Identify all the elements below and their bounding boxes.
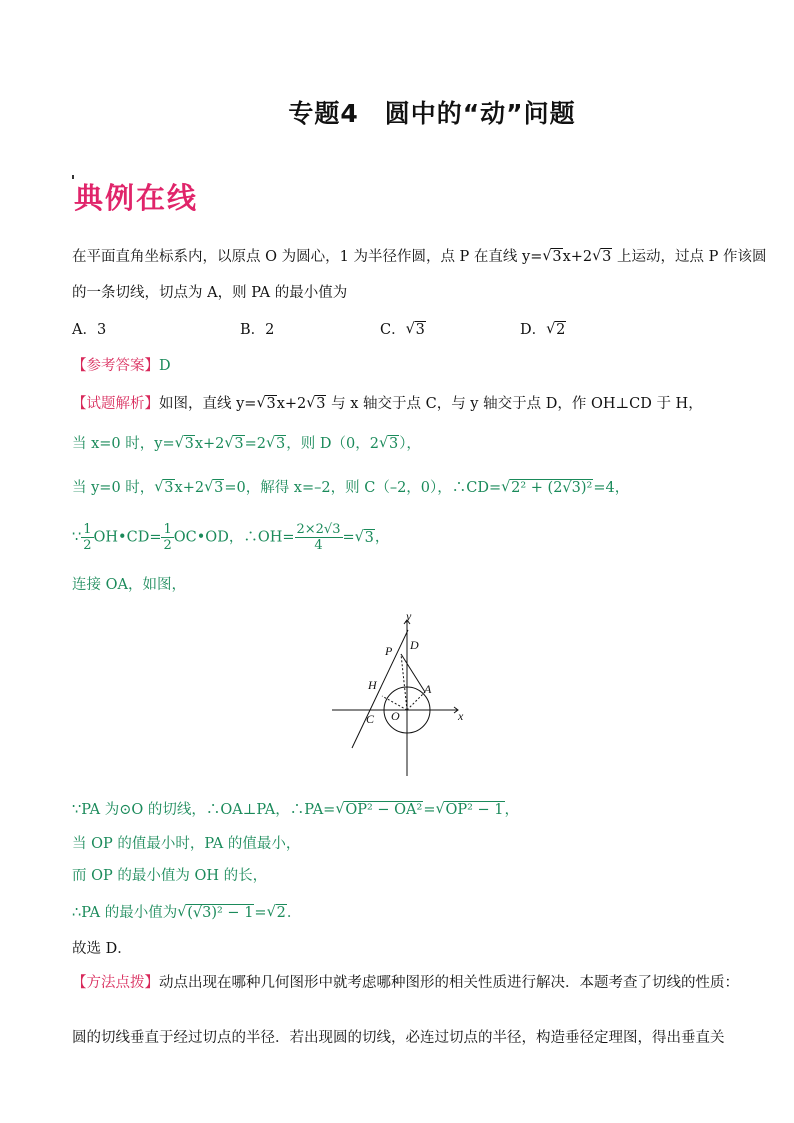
analysis-line-2: 当 x=0 时，y=√ 3x+2√ 3=2√ 3，则 D（0，2√ 3）， bbox=[72, 434, 421, 454]
analysis-line-9: ∴PA 的最小值为√ (√3)² − 1=√ 2． bbox=[72, 903, 301, 923]
segment-oh bbox=[382, 696, 407, 710]
label-y: y bbox=[406, 612, 412, 623]
page-title: 专题4 圆中的“动”问题 bbox=[288, 99, 576, 128]
analysis-line-5: 连接 OA，如图， bbox=[72, 577, 186, 593]
segment-oa bbox=[407, 692, 425, 710]
analysis-line-8: 而 OP 的最小值为 OH 的长， bbox=[72, 868, 268, 884]
section-heading: 典例在线 bbox=[74, 181, 199, 215]
segment-pa bbox=[401, 654, 425, 692]
analysis-line-1: 【试题解析】如图，直线 y=√ 3x+2√ 3 与 x 轴交于点 C，与 y 轴交于点 D，作 OH⊥CD 于 H， bbox=[72, 394, 703, 414]
label-h: H bbox=[368, 678, 377, 692]
label-c: C bbox=[366, 712, 375, 726]
label-x: x bbox=[458, 709, 464, 723]
analysis-line-4: ∵ $\frac{1}{2}$ OH•CD= $\frac{1}{2}$ OC•OD，∴OH= $\frac{2\times 2√3}{4}$ =√ 3， bbox=[72, 522, 389, 553]
option-a: A．3 bbox=[72, 322, 107, 338]
geometry-figure bbox=[330, 612, 470, 780]
label-p: P bbox=[385, 644, 393, 658]
label-d: D bbox=[410, 638, 419, 652]
analysis-line-3: 当 y=0 时，√ 3x+2√ 3=0，解得 x=–2，则 C（–2，0），∴CD=√ 2² + (2√3)²=4， bbox=[72, 478, 629, 498]
problem-line-1: 在平面直角坐标系内，以原点 O 为圆心，1 为半径作圆，点 P 在直线 y=√ 3x+2√ 3 上运动，过点 P 作该圆 bbox=[72, 247, 767, 267]
method-line-2: 圆的切线垂直于经过切点的半径．若出现圆的切线，必连过切点的半径，构造垂径定理图，得出垂直关 bbox=[72, 1030, 725, 1046]
analysis-line-10: 故选 D． bbox=[72, 941, 132, 957]
analysis-line-7: 当 OP 的值最小时，PA 的值最小， bbox=[72, 836, 301, 852]
tangent-line-cd bbox=[352, 630, 408, 748]
option-b: B．2 bbox=[240, 322, 275, 338]
option-d: D．√ 2 bbox=[520, 320, 566, 340]
reference-answer: 【参考答案】D bbox=[72, 358, 171, 374]
label-o: O bbox=[391, 709, 400, 723]
analysis-line-6: ∵PA 为⊙O 的切线，∴OA⊥PA，∴PA=√ OP² − OA²=√ OP² − 1， bbox=[72, 800, 519, 820]
problem-line-2: 的一条切线，切点为 A，则 PA 的最小值为 bbox=[72, 285, 348, 301]
option-c: C．√ 3 bbox=[380, 320, 426, 340]
label-a: A bbox=[424, 682, 432, 696]
method-line-1: 【方法点拨】动点出现在哪种几何图形中就考虑哪种图形的相关性质进行解决．本题考查了切线的性质： bbox=[72, 975, 739, 991]
